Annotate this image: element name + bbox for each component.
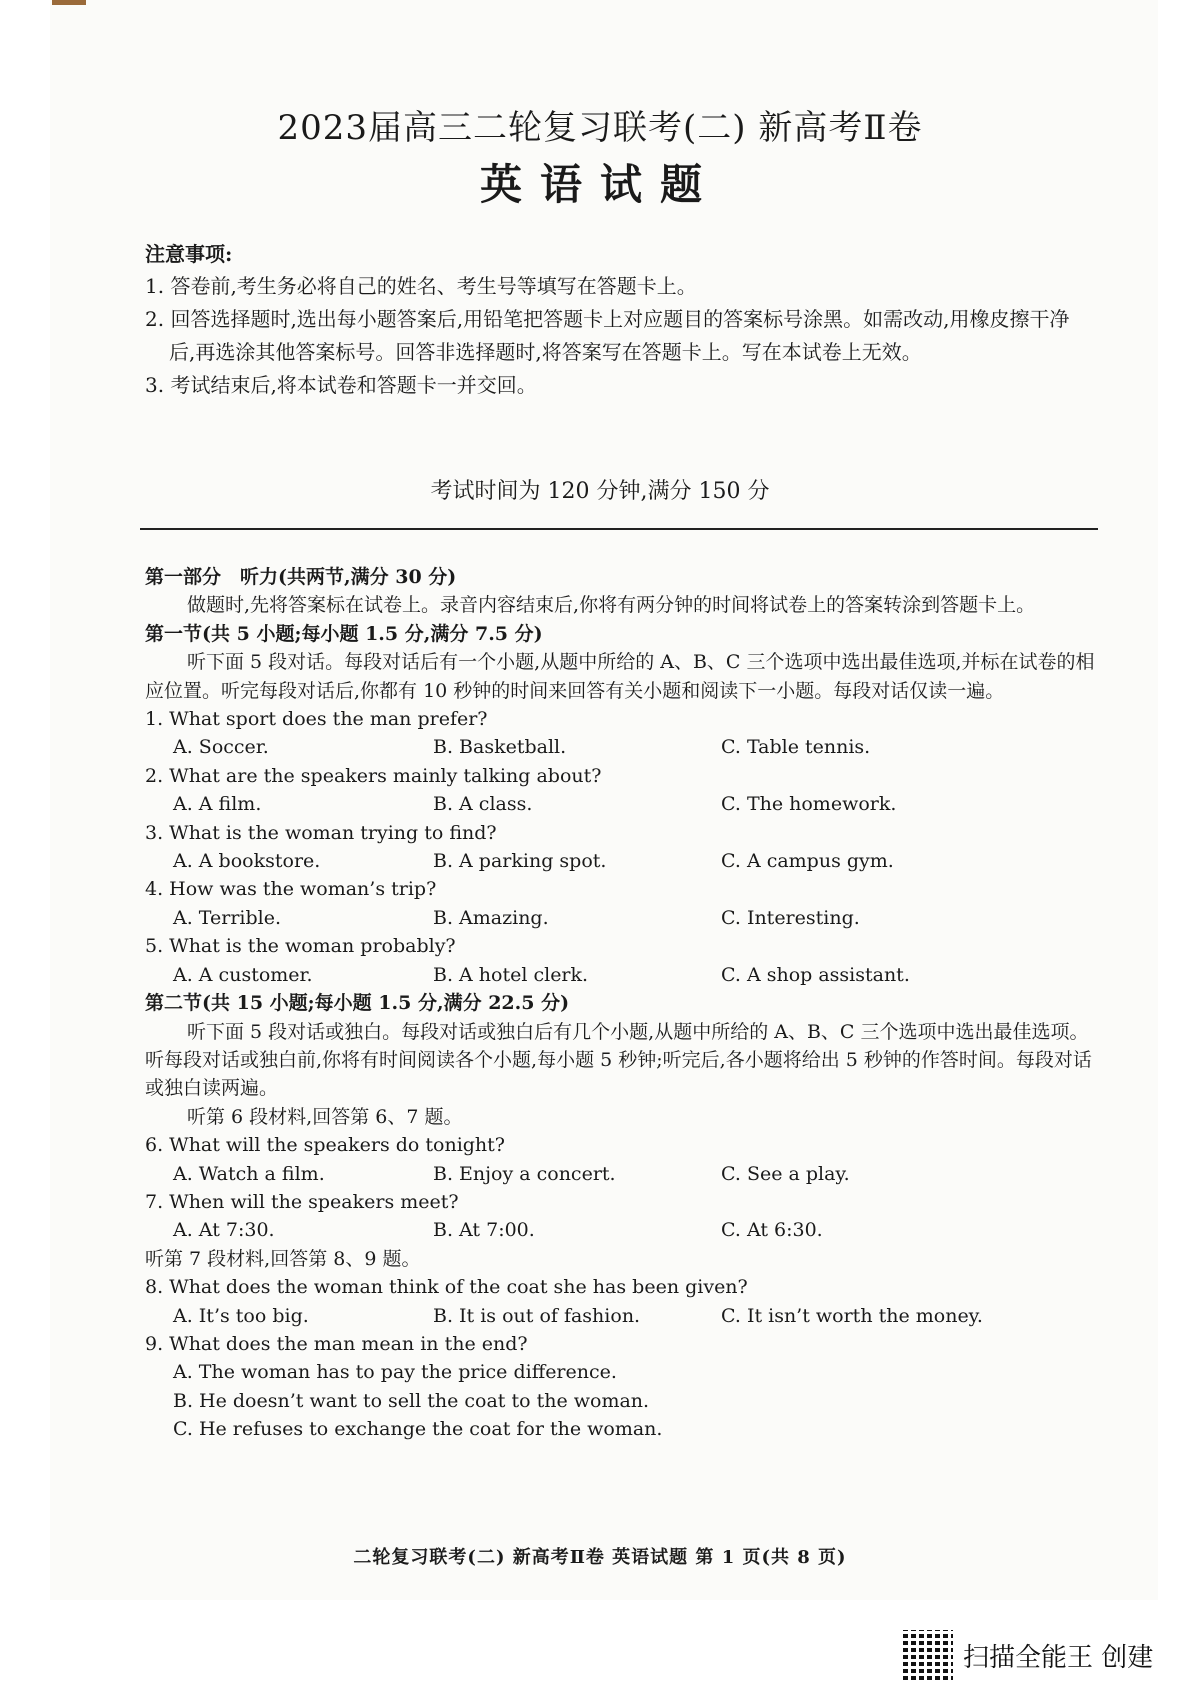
option-a: A. A bookstore.: [173, 850, 321, 873]
option-a: A. Terrible.: [173, 906, 282, 929]
options: [145, 1160, 1100, 1188]
question-stem: 2. What are the speakers mainly talking about?: [145, 764, 602, 787]
question-stem: 1. What sport does the man prefer?: [145, 708, 488, 731]
option-a: A. At 7:30.: [173, 1219, 275, 1242]
option-b: B. Basketball.: [433, 736, 567, 759]
notice-item: 2. 回答选择题时,选出每小题答案后,用铅笔把答题卡上对应题目的答案标号涂黑。如需改动,用橡皮擦干净后,再选涂其他答案标号。回答非选择题时,将答案写在答题卡上。写在本试卷上无效。: [145, 307, 1070, 364]
question-9: [145, 1330, 1100, 1444]
material-7-instruction: 听第 7 段材料,回答第 8、9 题。: [145, 1247, 421, 1270]
notice-item: 3. 考试结束后,将本试卷和答题卡一并交回。: [145, 373, 537, 397]
qr-code-icon: [903, 1630, 953, 1680]
section1-intro: 听下面 5 段对话。每段对话后有一个小题,从题中所给的 A、B、C 三个选项中选出最佳选项,并标在试卷的相应位置。听完每段对话后,你都有 10 秒钟的时间来回答有关小题和阅读下一小题。每段对话仅读一遍。: [145, 651, 1095, 702]
part-intro: 做题时,先将答案标在试卷上。录音内容结束后,你将有两分钟的时间将试卷上的答案转涂到答题卡上。: [187, 594, 1036, 617]
option-b: B. At 7:00.: [433, 1219, 535, 1242]
options: [145, 847, 1100, 875]
option-c: C. See a play.: [721, 1162, 850, 1185]
question-stem: 7. When will the speakers meet?: [145, 1190, 459, 1213]
question-1: [145, 705, 1100, 762]
exam-title: 2023届高三二轮复习联考(二) 新高考Ⅱ卷: [277, 108, 923, 148]
part-heading: 第一部分 听力(共两节,满分 30 分): [145, 566, 457, 588]
option-c: C. At 6:30.: [721, 1219, 823, 1242]
question-5: [145, 932, 1100, 989]
option-c: C. Table tennis.: [721, 736, 871, 759]
notice-list: [145, 270, 1095, 402]
option-b: B. A class.: [433, 793, 533, 816]
option-b: B. A parking spot.: [433, 850, 607, 873]
question-stem: 8. What does the woman think of the coat she has been given?: [145, 1276, 748, 1299]
section2-heading: 第二节(共 15 小题;每小题 1.5 分,满分 22.5 分): [145, 992, 570, 1015]
option-c: C. He refuses to exchange the coat for the woman.: [173, 1418, 663, 1441]
options: [145, 1302, 1100, 1330]
option-a: A. A film.: [173, 793, 262, 816]
question-stem: 5. What is the woman probably?: [145, 935, 456, 958]
divider: [140, 528, 1098, 530]
question-stem: 6. What will the speakers do tonight?: [145, 1134, 505, 1157]
option-c: C. Interesting.: [721, 906, 860, 929]
option-a: A. A customer.: [173, 963, 313, 986]
option-b: B. A hotel clerk.: [433, 963, 589, 986]
option-b: B. Amazing.: [433, 906, 549, 929]
option-b: B. It is out of fashion.: [433, 1304, 641, 1327]
options: [145, 790, 1100, 818]
option-b: B. Enjoy a concert.: [433, 1162, 616, 1185]
exam-time: 考试时间为 120 分钟,满分 150 分: [430, 479, 770, 504]
question-4: [145, 875, 1100, 932]
question-stem: 3. What is the woman trying to find?: [145, 821, 497, 844]
question-stem: 9. What does the man mean in the end?: [145, 1332, 528, 1355]
option-c: C. A campus gym.: [721, 850, 894, 873]
option-c: C. It isn’t worth the money.: [721, 1304, 983, 1327]
options: [145, 904, 1100, 932]
question-3: [145, 819, 1100, 876]
notice-item: 1. 答卷前,考生务必将自己的姓名、考生号等填写在答题卡上。: [145, 274, 697, 298]
option-c: C. A shop assistant.: [721, 963, 910, 986]
corner-mark: [52, 0, 86, 5]
option-c: C. The homework.: [721, 793, 897, 816]
option-a: A. It’s too big.: [173, 1304, 309, 1327]
page-footer: 二轮复习联考(二) 新高考Ⅱ卷 英语试题 第 1 页(共 8 页): [353, 1547, 847, 1568]
question-stem: 4. How was the woman’s trip?: [145, 878, 437, 901]
question-6: [145, 1131, 1100, 1188]
subject-title: 英语试题: [479, 160, 720, 209]
option-a: A. Watch a film.: [173, 1162, 325, 1185]
listening-part: [145, 563, 1100, 1444]
material-6-instruction: 听第 6 段材料,回答第 6、7 题。: [187, 1105, 463, 1128]
scanner-watermark: [903, 1630, 1153, 1680]
options: [145, 961, 1100, 989]
option-a: A. The woman has to pay the price difference.: [173, 1361, 617, 1384]
options: [145, 1216, 1100, 1244]
question-2: [145, 762, 1100, 819]
section2-intro: 听下面 5 段对话或独白。每段对话或独白后有几个小题,从题中所给的 A、B、C 三个选项中选出最佳选项。听每段对话或独白前,你将有时间阅读各个小题,每小题 5 秒钟;听完后,各小题将给出 5 秒钟的作答时间。每段对话或独白读两遍。: [145, 1020, 1092, 1100]
options: [145, 733, 1100, 761]
question-7: [145, 1188, 1100, 1245]
option-b: B. He doesn’t want to sell the coat to the woman.: [173, 1389, 650, 1412]
notice-heading: 注意事项:: [145, 242, 233, 266]
section1-heading: 第一节(共 5 小题;每小题 1.5 分,满分 7.5 分): [145, 622, 543, 645]
option-a: A. Soccer.: [173, 736, 269, 759]
question-8: [145, 1273, 1100, 1330]
watermark-text: 扫描全能王 创建: [963, 1642, 1154, 1673]
